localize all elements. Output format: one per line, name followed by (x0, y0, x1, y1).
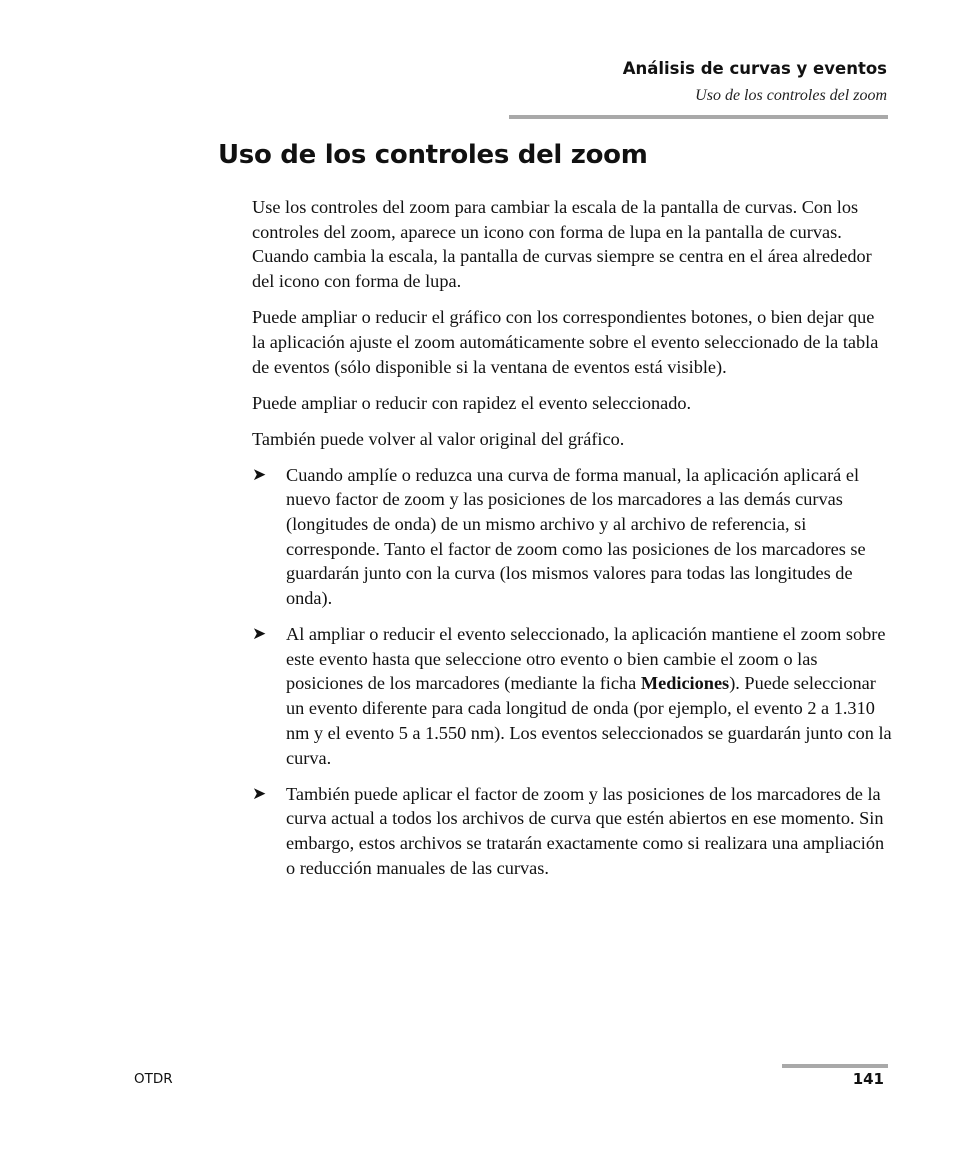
bullet-text (286, 624, 892, 768)
bullet-text: Cuando amplíe o reduzca una curva de forma manual, la aplicación aplicará el nuevo factor de zoom y las posiciones de los marcadores a las demás curvas (longitudes de onda) de un mismo archivo y al archivo de referencia, si corresponde. Tanto el factor de zoom como las posiciones de los marcadores se guardarán junto con la curva (los mismos valores para todas las longitudes de onda). (286, 464, 866, 609)
bullet-item (252, 782, 892, 881)
bullet-text-part: ). Puede seleccionar un evento diferente para cada longitud de onda (por ejemplo, el evento 2 a 1.310 nm y el evento 5 a 1.550 nm). Los eventos seleccionados se guardarán junto con la curva. (286, 673, 892, 768)
footer-product: OTDR (134, 1071, 173, 1087)
footer-rule (782, 1064, 888, 1068)
bullet-list (252, 463, 892, 881)
bullet-text: También puede aplicar el factor de zoom y las posiciones de los marcadores de la curva actual a todos los archivos de curva que estén abiertos en ese momento. Sin embargo, estos archivos se tratarán exactamente como si realizara una ampliación o reducción manuales de las curvas. (286, 783, 885, 878)
page-title: Uso de los controles del zoom (218, 140, 648, 170)
paragraph-reset: También puede volver al valor original del gráfico. (252, 428, 625, 449)
body-text (252, 195, 892, 892)
section-subtitle: Uso de los controles del zoom (695, 87, 887, 104)
paragraph-intro: Use los controles del zoom para cambiar la escala de la pantalla de curvas. Con los controles del zoom, aparece un icono con forma de lupa en la pantalla de curvas. Cuando cambia la escala, la pantalla de curvas siempre se centra en el área alrededor del icono con forma de lupa. (252, 197, 872, 292)
arrow-bullet-icon: ➤ (252, 464, 267, 485)
bullet-item (252, 463, 892, 611)
bullet-text-part: Al ampliar o reducir el evento seleccionado, la aplicación mantiene el zoom sobre este evento hasta que seleccione otro evento o bien cambie el zoom o las posiciones de los marcadores (mediante la ficha (286, 624, 886, 694)
chapter-title: Análisis de curvas y eventos (622, 59, 887, 78)
page-number: 141 (852, 1070, 884, 1088)
bold-term-mediciones: Mediciones (640, 673, 730, 694)
paragraph-zoom-buttons: Puede ampliar o reducir el gráfico con los correspondientes botones, o bien dejar que la aplicación ajuste el zoom automáticamente sobre el evento seleccionado de la tabla de eventos (sólo disponible si la ventana de eventos está visible). (252, 307, 879, 377)
running-header (623, 58, 887, 106)
paragraph-quick-zoom: Puede ampliar o reducir con rapidez el evento seleccionado. (252, 392, 692, 413)
header-rule (509, 115, 888, 119)
arrow-bullet-icon: ➤ (252, 783, 267, 804)
bullet-item (252, 622, 892, 770)
arrow-bullet-icon: ➤ (252, 624, 267, 645)
